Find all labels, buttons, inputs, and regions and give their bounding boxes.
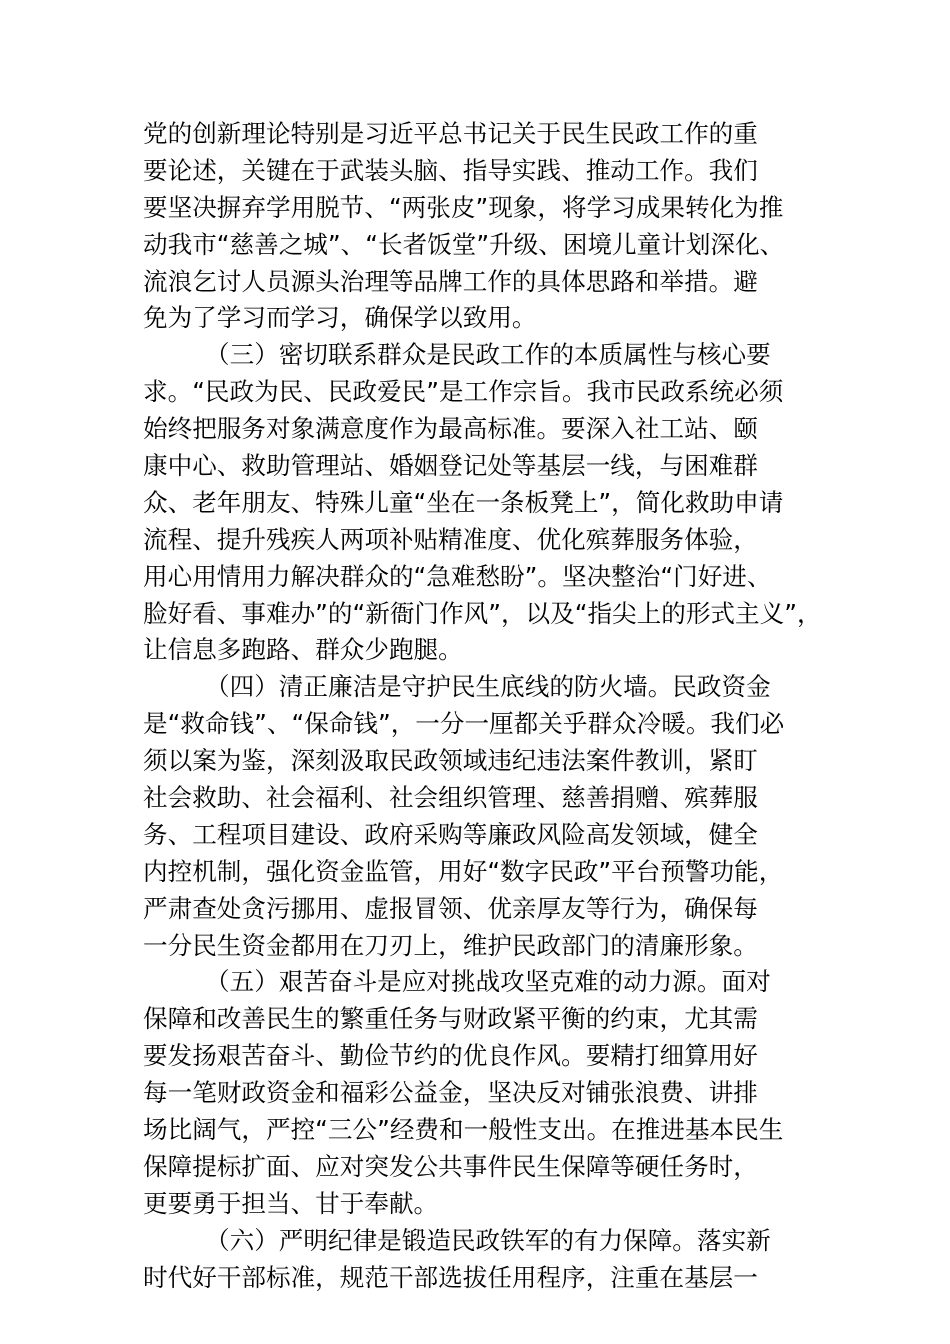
text-line: 免为了学习而学习，确保学以致用。: [143, 303, 537, 333]
text-line: （六）严明纪律是锻造民政铁军的有力保障。落实新: [205, 1225, 771, 1255]
text-line: 脸好看、事难办”的“新衙门作风”，以及“指尖上的形式主义”，: [143, 598, 822, 628]
text-line: 更要勇于担当、甘于奉献。: [143, 1188, 439, 1218]
document-body: [143, 116, 843, 1297]
text-line: （三）密切联系群众是民政工作的本质属性与核心要: [205, 340, 771, 370]
text-line: 务、工程项目建设、政府采购等廉政风险高发领域，健全: [143, 819, 758, 849]
text-line: 党的创新理论特别是习近平总书记关于民生民政工作的重: [143, 119, 758, 148]
text-line: 内控机制，强化资金监管，用好“数字民政”平台预警功能，: [143, 856, 784, 886]
text-line: 须以案为鉴，深刻汲取民政领域违纪违法案件教训，紧盯: [143, 746, 758, 776]
text-line: 保障提标扩面、应对突发公共事件民生保障等硬任务时，: [143, 1151, 758, 1181]
text-line: 用心用情用力解决群众的“急难愁盼”。坚决整治“门好进、: [143, 561, 772, 591]
text-line: 流程、提升残疾人两项补贴精准度、优化殡葬服务体验，: [143, 524, 758, 554]
text-line: 康中心、救助管理站、婚姻登记处等基层一线，与困难群: [143, 451, 758, 481]
text-line: 流浪乞讨人员源头治理等品牌工作的具体思路和举措。避: [143, 266, 758, 296]
text-line: 要发扬艰苦奋斗、勤俭节约的优良作风。要精打细算用好: [143, 1041, 758, 1071]
text-line: 求。“民政为民、民政爱民”是工作宗旨。我市民政系统必须: [143, 377, 784, 407]
text-line: 社会救助、社会福利、社会组织管理、慈善捐赠、殡葬服: [143, 783, 758, 813]
text-line: 时代好干部标准，规范干部选拔任用程序，注重在基层一: [143, 1262, 758, 1292]
text-line: （四）清正廉洁是守护民生底线的防火墙。民政资金: [205, 672, 771, 702]
text-line: 始终把服务对象满意度作为最高标准。要深入社工站、颐: [143, 414, 758, 444]
text-line: 是“救命钱”、“保命钱”，一分一厘都关乎群众冷暖。我们必: [143, 709, 785, 739]
text-line: 场比阔气，严控“三公”经费和一般性支出。在推进基本民生: [143, 1115, 784, 1145]
text-line: 要坚决摒弃学用脱节、“两张皮”现象，将学习成果转化为推: [143, 192, 784, 222]
text-line: 严肃查处贪污挪用、虚报冒领、优亲厚友等行为，确保每: [143, 893, 758, 923]
text-line: 保障和改善民生的繁重任务与财政紧平衡的约束，尤其需: [143, 1004, 758, 1034]
text-line: 一分民生资金都用在刀刃上，维护民政部门的清廉形象。: [143, 930, 758, 960]
text-line: 要论述，关键在于武装头脑、指导实践、推动工作。我们: [143, 155, 758, 185]
text-line: 每一笔财政资金和福彩公益金，坚决反对铺张浪费、讲排: [143, 1078, 758, 1108]
text-line: 众、老年朋友、特殊儿童“坐在一条板凳上”，简化救助申请: [143, 487, 784, 517]
text-line: （五）艰苦奋斗是应对挑战攻坚克难的动力源。面对: [205, 967, 771, 997]
text-line: 让信息多跑路、群众少跑腿。: [143, 635, 463, 665]
text-line: 动我市“慈善之城”、“长者饭堂”升级、困境儿童计划深化、: [143, 229, 785, 259]
